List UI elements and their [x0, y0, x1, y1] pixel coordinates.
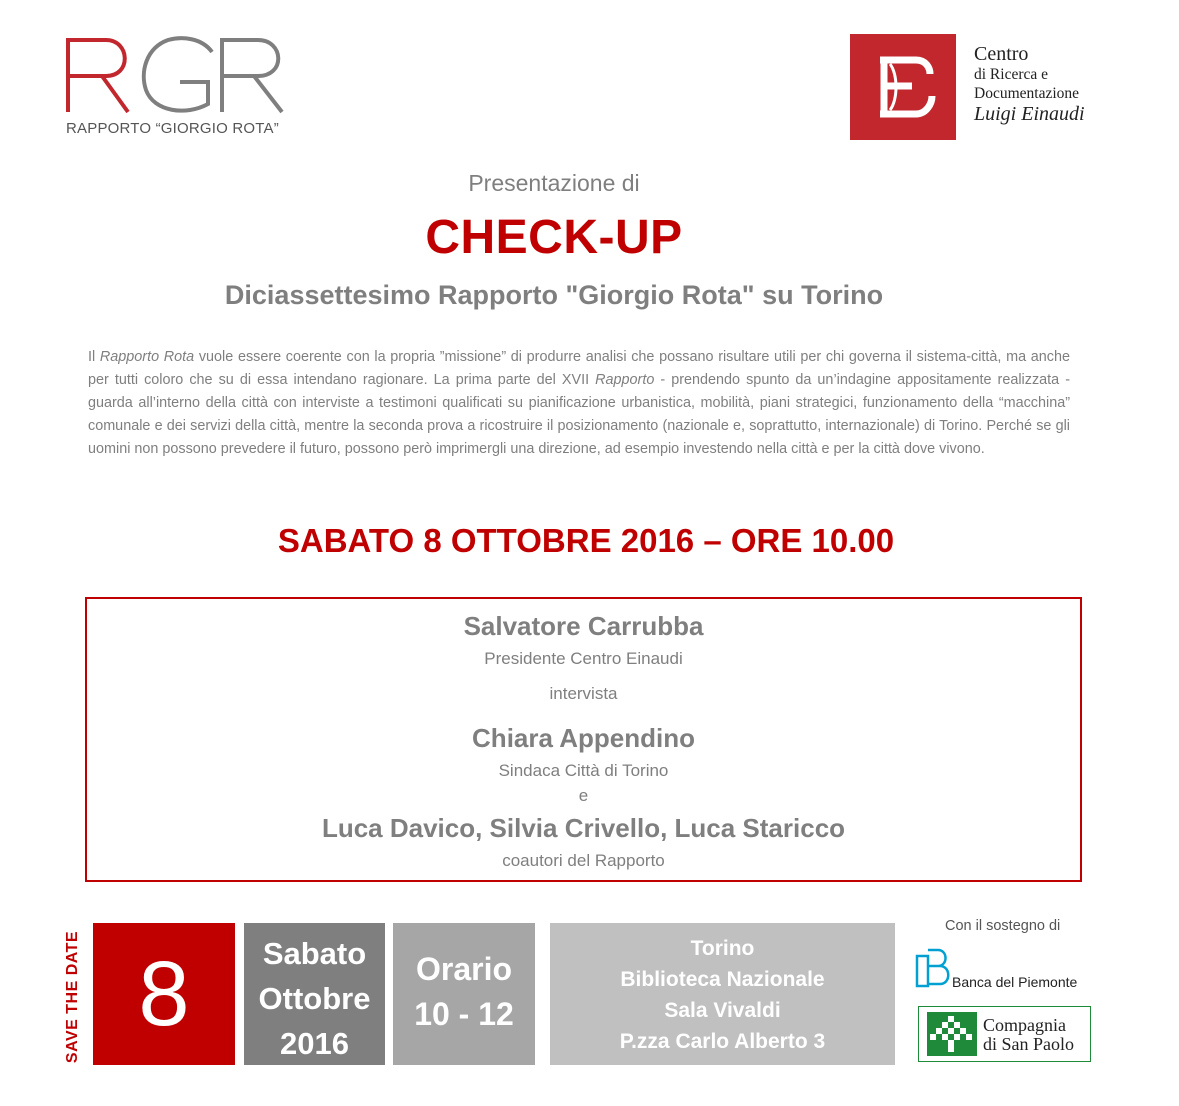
date-weekday: Sabato	[262, 936, 367, 971]
speaker-1-name: Salvatore Carrubba	[463, 611, 704, 641]
location-room: Sala Vivaldi	[664, 999, 781, 1022]
page-title: CHECK-UP	[425, 211, 683, 264]
bdp-name: Banca del Piemonte	[952, 974, 1078, 990]
date-day-tile	[93, 923, 235, 1065]
location-venue: Biblioteca Nazionale	[620, 968, 825, 991]
event-date-line: SABATO 8 OTTOBRE 2016 – ORE 10.00	[277, 522, 895, 559]
speakers-box	[85, 597, 1082, 882]
rgr-caption: RAPPORTO “GIORGIO ROTA”	[66, 120, 279, 137]
einaudi-line2: di Ricerca e	[974, 66, 1049, 83]
para-end: - prendendo spunto da un’indagine appositamente realizzata - guarda all’interno della città con interviste a testimoni qualificati su pianificazione urbanistica, mobilità, piani strategici, funzionamento della “macchina” comunale e dei servizi della città, mentre la seconda prova a ricostruire il posizionamento (nazionale e, soprattutto, internazionale) di Torino. Perché se gli uomini non possono prevedere il futuro, possono però imprimergli una direzione, ad esempio investendo nella città e per la città dove vivono.	[88, 372, 1070, 457]
connector-e: e	[578, 786, 589, 805]
csp-line2: di San Paolo	[983, 1034, 1075, 1054]
speaker-2-role: Sindaca Città di Torino	[498, 761, 669, 780]
para-em-rapporto: Rapporto	[595, 372, 655, 388]
date-month: Ottobre	[258, 981, 371, 1016]
location-city: Torino	[690, 937, 755, 960]
speaker-3-role: coautori del Rapporto	[502, 851, 665, 870]
speaker-3-names: Luca Davico, Silvia Crivello, Luca Staricco	[321, 813, 846, 843]
para-start: Il	[88, 349, 100, 365]
intro-text: Presentazione di	[468, 170, 640, 196]
description-paragraph	[88, 346, 1070, 461]
einaudi-line4: Luigi Einaudi	[974, 103, 1085, 125]
rgr-mark-icon	[62, 32, 298, 118]
date-year: 2016	[280, 1026, 349, 1061]
compagnia-san-paolo-logo	[918, 1006, 1091, 1062]
time-value: 10 - 12	[414, 996, 514, 1032]
einaudi-line3: Documentazione	[974, 84, 1080, 102]
rgr-logo	[62, 32, 298, 144]
sponsors-heading: Con il sostegno di	[945, 918, 1061, 934]
einaudi-line1: Centro	[974, 43, 1029, 65]
speaker-1-role: Presidente Centro Einaudi	[484, 649, 683, 668]
csp-name	[983, 1016, 1074, 1054]
banca-del-piemonte-logo	[914, 946, 1104, 992]
save-the-date-text: SAVE THE DATE	[64, 930, 81, 1064]
connector-intervista: intervista	[549, 684, 618, 703]
bp-logo-icon	[914, 946, 954, 992]
date-day: 8	[138, 943, 190, 1045]
para-em-rapporto-rota: Rapporto Rota	[99, 349, 195, 365]
location-address: P.zza Carlo Alberto 3	[619, 1030, 826, 1053]
speaker-2-name: Chiara Appendino	[472, 723, 695, 753]
para-mid: vuole essere coerente con la propria ”missione” di produrre analisi che possano risultare utili per chi governa il sistema-città, ma anche per tutti coloro che su di essa intendano ragionare. La prima parte del XVII	[88, 349, 1070, 388]
centro-einaudi-logo	[850, 34, 1100, 140]
time-tile	[393, 923, 535, 1065]
csp-line1: Compagnia	[983, 1015, 1066, 1035]
einaudi-name	[974, 44, 1085, 124]
date-full-tile	[244, 923, 385, 1065]
location-tile	[550, 923, 895, 1065]
checkered-cross-icon	[927, 1012, 977, 1056]
einaudi-mark-icon	[850, 34, 956, 140]
page-subtitle: Diciassettesimo Rapporto "Giorgio Rota" su Torino	[224, 280, 884, 310]
time-label: Orario	[415, 951, 513, 987]
